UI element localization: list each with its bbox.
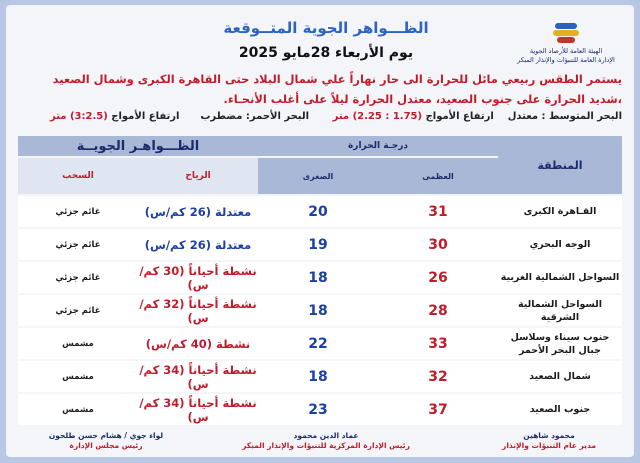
cloud-cell: مشمس xyxy=(18,394,138,425)
med-waves-label: ارتفاع الأمواج xyxy=(425,111,494,122)
min-temp-cell: 20 xyxy=(258,196,378,227)
region-cell: السواحل الشمالية الغربية xyxy=(498,262,622,293)
authority-logo xyxy=(512,19,620,65)
region-cell: السواحل الشمالية الشرقية xyxy=(498,295,622,326)
table-row xyxy=(18,394,622,425)
signature-role: رئيس الإدارة المركزية للتنبؤات والإنذار المبكر xyxy=(242,441,410,450)
forecast-table xyxy=(18,134,622,427)
wind-cell: نشطة (40 كم/س) xyxy=(138,328,258,359)
forecast-summary: يستمر الطقس ربيعي مائل للحرارة الى حار نهاراً علي شمال البلاد حتى القاهرة الكبرى وشمال الصعيد ،شديد الحرارة على جنوب الصعيد، معتدل الحرارة ليلاً على أغلب الأنحـاء. xyxy=(52,72,622,106)
phenomena-header: الظـــواهـر الجويــة xyxy=(18,136,258,156)
signature-name: لواء جوي / هشام حسن طلحون xyxy=(48,431,164,440)
table-row xyxy=(18,196,622,227)
table-row xyxy=(18,295,622,326)
max-temp-cell: 26 xyxy=(378,262,498,293)
signature-name: عماد الدين محمود xyxy=(293,431,359,440)
max-temp-cell: 30 xyxy=(378,229,498,260)
wind-cell: معتدلة (26 كم/س) xyxy=(138,229,258,260)
wind-cell: نشطة أحياناً (34 كم/س) xyxy=(139,362,257,391)
temperature-header: درجـة الحرارة xyxy=(258,136,498,156)
min-temp-cell: 18 xyxy=(258,361,378,392)
signature-chairman xyxy=(36,431,176,451)
med-sea xyxy=(333,111,622,122)
sea-conditions xyxy=(50,111,622,122)
min-temp-cell: 19 xyxy=(258,229,378,260)
med-sea-label: البحر المتوسط : معتدل xyxy=(507,111,622,122)
table-row xyxy=(18,229,622,260)
red-waves-value: (3:2.5) متر xyxy=(50,111,108,122)
table-row xyxy=(18,328,622,359)
signature-central-head xyxy=(226,431,426,451)
max-temp-cell: 32 xyxy=(378,361,498,392)
table-row xyxy=(18,262,622,293)
region-cell: شمال الصعيد xyxy=(498,361,622,392)
signature-name: محمود شاهين xyxy=(523,431,575,440)
max-header: العظمى xyxy=(378,158,498,194)
wind-cell: نشطة أحياناً (32 كم/س) xyxy=(139,296,257,325)
cloud-cell: غائم جزئي xyxy=(18,229,138,260)
logo-emblem-icon xyxy=(551,19,581,45)
forecast-date: يوم الأربعاء 28مايو 2025 xyxy=(238,45,414,61)
min-header: الصغرى xyxy=(258,158,378,194)
wind-cell: معتدلة (26 كم/س) xyxy=(138,196,258,227)
region-cell: جنوب سيناء وسلاسل جبال البحر الأحمر xyxy=(498,328,622,359)
cloud-cell: مشمس xyxy=(18,328,138,359)
red-waves-label: ارتفاع الأمواج xyxy=(111,111,180,122)
wind-cell: نشطة أحياناً (34 كم/س) xyxy=(139,395,257,424)
max-temp-cell: 33 xyxy=(378,328,498,359)
min-temp-cell: 22 xyxy=(258,328,378,359)
region-cell: الوجه البحري xyxy=(498,229,622,260)
cloud-cell: غائم جزئي xyxy=(18,262,138,293)
page-title: الظـــواهر الجوية المتــوقعة xyxy=(223,19,429,37)
min-temp-cell: 18 xyxy=(258,262,378,293)
signature-forecast-director xyxy=(474,431,624,451)
forecast-card xyxy=(6,5,634,457)
cloud-cell: مشمس xyxy=(18,361,138,392)
logo-line-2: الإدارة العامة للتنبؤات والإنذار المبكر xyxy=(517,56,615,64)
region-header: المنطقة xyxy=(498,136,622,194)
min-temp-cell: 23 xyxy=(258,394,378,425)
min-temp-cell: 18 xyxy=(258,295,378,326)
red-sea-label: البحر الأحمر: مضطرب xyxy=(200,111,310,122)
signature-role: مدير عام التنبؤات والإنذار xyxy=(502,441,596,450)
max-temp-cell: 31 xyxy=(378,196,498,227)
cloud-cell: غائم جزئي xyxy=(18,295,138,326)
table-row xyxy=(18,361,622,392)
red-sea xyxy=(50,111,309,122)
signature-role: رئيس مجلس الإدارة xyxy=(69,441,143,450)
cloud-header: السحب xyxy=(18,158,138,194)
med-waves-value: (1.75 : 2.25) متر xyxy=(332,111,423,122)
region-cell: جنوب الصعيد xyxy=(498,394,622,425)
logo-line-1: الهيئة العامة للأرصاد الجوية xyxy=(529,47,603,55)
cloud-cell: غائم جزئي xyxy=(18,196,138,227)
forecast-table-wrap xyxy=(18,134,622,429)
max-temp-cell: 28 xyxy=(378,295,498,326)
max-temp-cell: 37 xyxy=(378,394,498,425)
region-cell: القـاهرة الكبرى xyxy=(498,196,622,227)
wind-cell: نشطة أحياناً (30 كم/س) xyxy=(139,263,257,292)
wind-header: الرياح xyxy=(138,158,258,194)
